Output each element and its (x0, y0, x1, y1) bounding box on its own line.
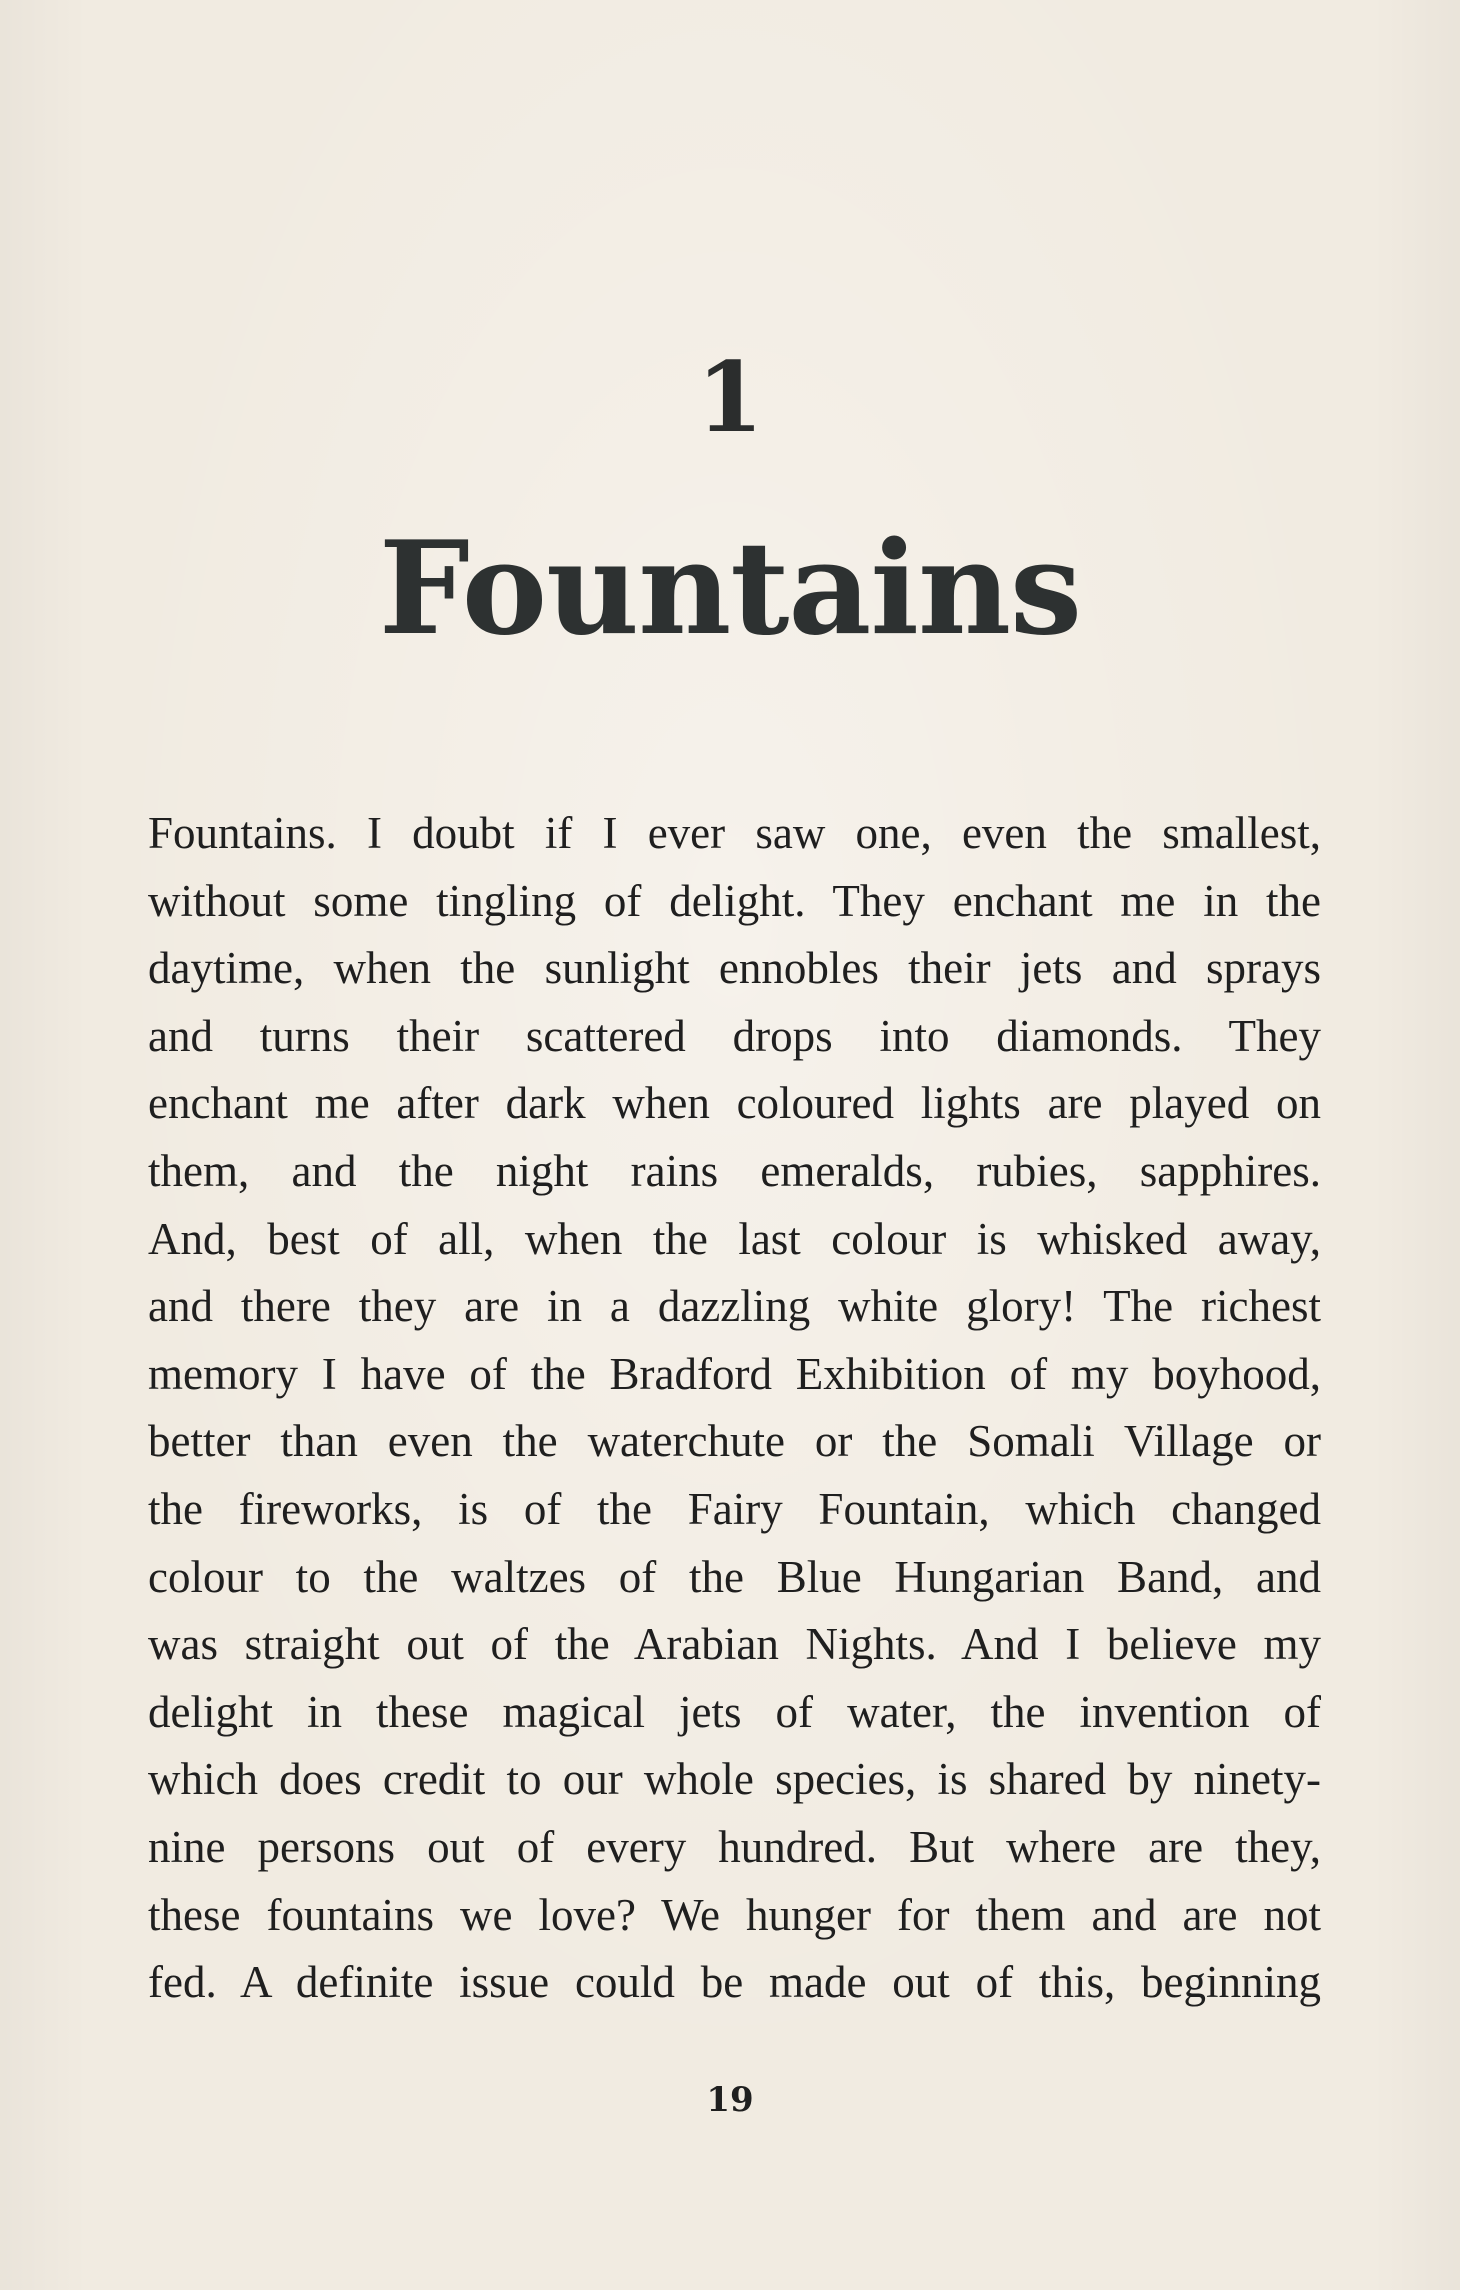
text-line: And, best of all, when the last colour is whisked away, (148, 1213, 1321, 1264)
text-line: Fountains. I doubt if I ever saw one, even the smallest, (148, 808, 1321, 858)
chapter-title: Fountains (378, 514, 1082, 664)
text-line: and there they are in a dazzling white glory! The richest (148, 1281, 1321, 1332)
text-line: them, and the night rains emeralds, rubies, sapphires. (148, 1145, 1321, 1196)
text-line: fed. A definite issue could be made out of this, beginning (148, 1957, 1321, 2008)
text-line: which does credit to our whole species, is shared by ninety- (148, 1754, 1321, 1805)
text-line: daytime, when the sunlight ennobles their jets and sprays (148, 943, 1321, 994)
text-line: memory I have of the Bradford Exhibition of my boyhood, (148, 1348, 1321, 1399)
text-line: better than even the waterchute or the Somali Village or (148, 1416, 1321, 1467)
text-line: without some tingling of delight. They enchant me in the (148, 875, 1321, 926)
text-line: delight in these magical jets of water, the invention of (148, 1686, 1321, 1737)
chapter-number: 1 (696, 341, 764, 454)
text-line: colour to the waltzes of the Blue Hungarian Band, and (148, 1551, 1321, 1602)
page-number: 19 (706, 2080, 754, 2120)
text-line: and turns their scattered drops into diamonds. They (148, 1010, 1321, 1061)
text-line: these fountains we love? We hunger for them and are not (148, 1889, 1321, 1940)
chapter-body-text (148, 800, 1321, 2017)
text-line: the fireworks, is of the Fairy Fountain, which changed (148, 1483, 1321, 1534)
text-line: enchant me after dark when coloured lights are played on (148, 1078, 1321, 1129)
text-line: nine persons out of every hundred. But where are they, (148, 1821, 1321, 1872)
text-line: was straight out of the Arabian Nights. And I believe my (148, 1619, 1321, 1670)
